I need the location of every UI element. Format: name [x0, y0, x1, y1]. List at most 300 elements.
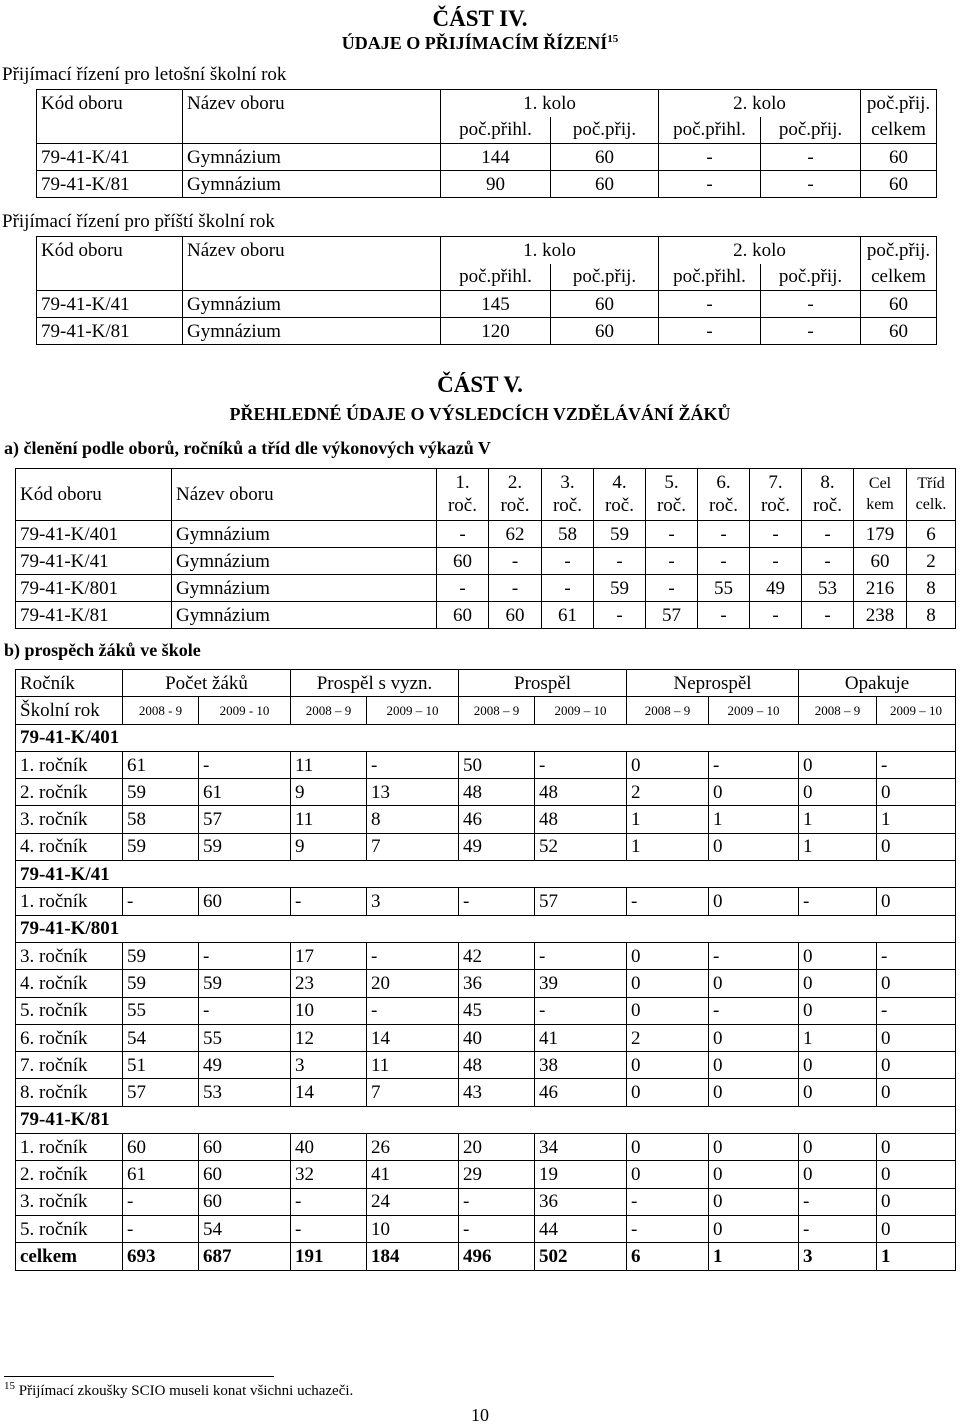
- admission-current-table: [36, 89, 937, 198]
- cell-value: -: [123, 1215, 199, 1242]
- cell-value: 8: [907, 575, 956, 602]
- cell-value: 0: [709, 888, 799, 915]
- cell-value: 0: [709, 1134, 799, 1161]
- cell-value: 59: [123, 942, 199, 969]
- cell-value: -: [291, 1188, 367, 1215]
- cell-value: -: [698, 602, 750, 629]
- col-header-group: Počet žáků: [123, 670, 291, 697]
- cell-value: 45: [459, 997, 535, 1024]
- cell-value: 2: [907, 548, 956, 575]
- cell-value: 46: [459, 806, 535, 833]
- cell-value: 0: [877, 1052, 956, 1079]
- cell-year: 2. ročník: [16, 1161, 123, 1188]
- col-header-name-cont: [183, 117, 441, 144]
- section-a-caption: a) členění podle oborů, ročníků a tříd dle výkonových výkazů V: [4, 438, 491, 458]
- cell-value: 59: [594, 575, 646, 602]
- cell-value: 59: [199, 970, 291, 997]
- cell-year: 7. ročník: [16, 1052, 123, 1079]
- cell-value: 0: [877, 888, 956, 915]
- cell-value: 9: [291, 833, 367, 860]
- cell-value: -: [877, 751, 956, 778]
- cell-value: 90: [441, 171, 551, 198]
- table-row: [16, 942, 956, 969]
- cell-value: -: [802, 602, 854, 629]
- cell-value: 14: [291, 1079, 367, 1106]
- cell-value: 7: [367, 833, 459, 860]
- table-row: [16, 1161, 956, 1188]
- cell-value: 2: [627, 779, 709, 806]
- cell-value: 55: [199, 1024, 291, 1051]
- table-row: [16, 888, 956, 915]
- cell-value: 48: [459, 779, 535, 806]
- cell-value: 0: [877, 1024, 956, 1051]
- cell-code: 79-41-K/401: [16, 521, 172, 548]
- cell-value: 48: [459, 1052, 535, 1079]
- table-row: [16, 779, 956, 806]
- cell-value: -: [761, 144, 861, 171]
- cell-year: 8. ročník: [16, 1079, 123, 1106]
- cell-value: 0: [877, 970, 956, 997]
- cell-value: 0: [709, 1188, 799, 1215]
- cell-value: 49: [459, 833, 535, 860]
- cell-value: 8: [367, 806, 459, 833]
- cell-value: 40: [459, 1024, 535, 1051]
- school-year-cell: 2009 – 10: [535, 697, 627, 724]
- col-header-year: [646, 469, 698, 521]
- cell-value: 59: [594, 521, 646, 548]
- year-unit: roč.: [656, 494, 686, 516]
- cell-value: 0: [709, 779, 799, 806]
- total-value: 687: [199, 1243, 291, 1270]
- cell-value: 144: [441, 144, 551, 171]
- cell-value: 23: [291, 970, 367, 997]
- table-row: [16, 970, 956, 997]
- cell-value: 60: [551, 171, 659, 198]
- cell-value: 54: [199, 1215, 291, 1242]
- cell-value: 26: [367, 1134, 459, 1161]
- year-unit: roč.: [447, 494, 477, 516]
- school-year-cell: 2008 – 9: [459, 697, 535, 724]
- cell-value: 36: [459, 970, 535, 997]
- year-unit: roč.: [708, 494, 738, 516]
- table-row: [16, 1079, 956, 1106]
- admission-next-caption: Přijímací řízení pro příští školní rok: [2, 211, 275, 232]
- cell-value: -: [877, 942, 956, 969]
- cell-year: 3. ročník: [16, 1188, 123, 1215]
- cell-value: 34: [535, 1134, 627, 1161]
- cell-value: -: [761, 318, 861, 345]
- cell-value: -: [709, 751, 799, 778]
- cell-value: 60: [861, 144, 937, 171]
- table-row: [16, 548, 956, 575]
- school-year-cell: 2009 – 10: [709, 697, 799, 724]
- table-row: [37, 318, 937, 345]
- section-code: 79-41-K/41: [16, 861, 956, 888]
- cell-value: 0: [877, 1134, 956, 1161]
- cell-value: 44: [535, 1215, 627, 1242]
- col-header-group: Prospěl s vyzn.: [291, 670, 459, 697]
- cell-value: -: [761, 171, 861, 198]
- cell-value: -: [659, 171, 761, 198]
- cell-value: 11: [367, 1052, 459, 1079]
- col-header-year: [437, 469, 489, 521]
- cell-value: 60: [199, 1134, 291, 1161]
- total-value: 1: [877, 1243, 956, 1270]
- cell-year: 4. ročník: [16, 970, 123, 997]
- col-header-total: [854, 469, 907, 521]
- cell-value: 3: [291, 1052, 367, 1079]
- cell-value: 42: [459, 942, 535, 969]
- total-value: 3: [799, 1243, 877, 1270]
- cell-value: -: [709, 997, 799, 1024]
- col-header-code: Kód oboru: [16, 469, 172, 521]
- cell-value: -: [799, 1188, 877, 1215]
- cell-value: 60: [199, 1161, 291, 1188]
- table-row: [16, 751, 956, 778]
- cell-code: 79-41-K/81: [37, 171, 183, 198]
- col-subheader: poč.přij.: [551, 264, 659, 291]
- cell-value: 0: [799, 997, 877, 1024]
- cell-value: 38: [535, 1052, 627, 1079]
- cell-value: -: [489, 575, 542, 602]
- cell-value: -: [877, 997, 956, 1024]
- total-top: Cel: [868, 474, 892, 492]
- school-year-cell: 2008 – 9: [799, 697, 877, 724]
- cell-value: 7: [367, 1079, 459, 1106]
- cell-value: 0: [709, 1052, 799, 1079]
- footnote-text: Přijímací zkoušky SCIO museli konat všichni uchazeči.: [18, 1383, 354, 1399]
- cell-year: 1. ročník: [16, 888, 123, 915]
- year-unit: roč.: [552, 494, 582, 516]
- school-year-label: Školní rok: [16, 697, 123, 724]
- col-header-year: [542, 469, 594, 521]
- cell-value: 52: [535, 833, 627, 860]
- cell-value: 0: [877, 1215, 956, 1242]
- cell-name: Gymnázium: [183, 144, 441, 171]
- cell-value: 29: [459, 1161, 535, 1188]
- col-subheader: poč.přihl.: [441, 117, 551, 144]
- total-label: celkem: [16, 1243, 123, 1270]
- cell-value: 24: [367, 1188, 459, 1215]
- cell-value: -: [459, 1215, 535, 1242]
- cell-value: 0: [627, 970, 709, 997]
- cell-value: 60: [437, 602, 489, 629]
- school-year-cell: 2008 - 9: [123, 697, 199, 724]
- year-number: 3.: [560, 471, 575, 493]
- col-subheader: celkem: [861, 117, 937, 144]
- part4-title: ČÁST IV.: [432, 6, 528, 31]
- cell-value: 1: [877, 806, 956, 833]
- cell-value: 60: [551, 318, 659, 345]
- cell-year: 1. ročník: [16, 751, 123, 778]
- cell-value: -: [750, 521, 802, 548]
- part5-title: ČÁST V.: [437, 372, 523, 397]
- cell-value: 11: [291, 751, 367, 778]
- cell-value: 58: [123, 806, 199, 833]
- cell-year: 3. ročník: [16, 942, 123, 969]
- cell-value: 0: [627, 1052, 709, 1079]
- cell-value: -: [535, 751, 627, 778]
- table-row: [16, 1188, 956, 1215]
- total-value: 1: [709, 1243, 799, 1270]
- cell-value: 179: [854, 521, 907, 548]
- cell-value: 60: [551, 291, 659, 318]
- cell-value: -: [594, 548, 646, 575]
- cell-value: -: [750, 548, 802, 575]
- cell-value: 9: [291, 779, 367, 806]
- cell-value: -: [542, 548, 594, 575]
- cell-value: 1: [799, 833, 877, 860]
- cell-value: 10: [367, 1215, 459, 1242]
- cell-value: 238: [854, 602, 907, 629]
- cell-name: Gymnázium: [172, 521, 437, 548]
- total-value: 191: [291, 1243, 367, 1270]
- part4-subtitle: [0, 33, 960, 54]
- section-b-caption: b) prospěch žáků ve škole: [4, 640, 201, 660]
- cell-value: 48: [535, 806, 627, 833]
- cell-value: 60: [199, 1188, 291, 1215]
- col-header-year: [698, 469, 750, 521]
- cell-value: -: [646, 521, 698, 548]
- col-subheader: poč.přij.: [551, 117, 659, 144]
- section-code: 79-41-K/81: [16, 1106, 956, 1133]
- cell-value: 60: [854, 548, 907, 575]
- cell-value: 11: [291, 806, 367, 833]
- col-header-year: [594, 469, 646, 521]
- year-number: 5.: [664, 471, 679, 493]
- section-row: [16, 724, 956, 751]
- table-row: [37, 171, 937, 198]
- col-subheader: poč.přihl.: [659, 264, 761, 291]
- cell-year: 3. ročník: [16, 806, 123, 833]
- page-number: 10: [471, 1405, 489, 1425]
- cell-value: 0: [799, 942, 877, 969]
- cell-value: -: [123, 888, 199, 915]
- year-unit: roč.: [812, 494, 842, 516]
- table-row: [16, 997, 956, 1024]
- col-header-group: Opakuje: [799, 670, 956, 697]
- cell-value: 0: [877, 1161, 956, 1188]
- cell-value: 62: [489, 521, 542, 548]
- year-number: 8.: [820, 471, 835, 493]
- cell-value: -: [698, 521, 750, 548]
- section-code: 79-41-K/401: [16, 724, 956, 751]
- cell-value: 59: [199, 833, 291, 860]
- school-year-cell: 2008 – 9: [291, 697, 367, 724]
- cell-value: 36: [535, 1188, 627, 1215]
- cell-value: 0: [627, 997, 709, 1024]
- cell-value: 53: [199, 1079, 291, 1106]
- cell-value: 13: [367, 779, 459, 806]
- admission-next-table: [36, 236, 937, 345]
- cell-value: 41: [367, 1161, 459, 1188]
- footnote-rule: [4, 1376, 274, 1377]
- cell-value: 61: [542, 602, 594, 629]
- cell-value: 57: [199, 806, 291, 833]
- col-header-code: Kód oboru: [37, 237, 183, 264]
- total-row: [16, 1243, 956, 1270]
- cell-value: 43: [459, 1079, 535, 1106]
- cell-value: 8: [907, 602, 956, 629]
- header-row: [37, 90, 937, 117]
- cell-code: 79-41-K/801: [16, 575, 172, 602]
- col-header-year: [489, 469, 542, 521]
- cell-value: -: [367, 997, 459, 1024]
- cell-value: 2: [627, 1024, 709, 1051]
- cell-value: 120: [441, 318, 551, 345]
- cell-value: 0: [799, 970, 877, 997]
- col-header-year: Ročník: [16, 670, 123, 697]
- cell-value: -: [646, 548, 698, 575]
- cell-value: 10: [291, 997, 367, 1024]
- cell-value: 0: [877, 779, 956, 806]
- col-subheader: poč.přihl.: [659, 117, 761, 144]
- footnote-ref: 15: [607, 33, 619, 45]
- table-row: [16, 1024, 956, 1051]
- cell-year: 5. ročník: [16, 1215, 123, 1242]
- total-bottom: kem: [866, 495, 894, 513]
- cell-value: -: [459, 888, 535, 915]
- cell-code: 79-41-K/41: [37, 291, 183, 318]
- cell-value: 60: [861, 171, 937, 198]
- year-unit: roč.: [500, 494, 530, 516]
- cell-value: 61: [123, 1161, 199, 1188]
- cell-value: 20: [459, 1134, 535, 1161]
- classes-bottom: celk.: [915, 495, 947, 513]
- total-value: 184: [367, 1243, 459, 1270]
- school-year-cell: 2009 – 10: [877, 697, 956, 724]
- col-header-year: [802, 469, 854, 521]
- cell-value: 20: [367, 970, 459, 997]
- cell-value: 59: [123, 970, 199, 997]
- cell-value: 0: [709, 1161, 799, 1188]
- cell-value: 49: [750, 575, 802, 602]
- cell-year: 1. ročník: [16, 1134, 123, 1161]
- cell-value: -: [535, 997, 627, 1024]
- col-header-round1: 1. kolo: [441, 90, 659, 117]
- table-row: [37, 144, 937, 171]
- cell-value: 216: [854, 575, 907, 602]
- table-row: [16, 1215, 956, 1242]
- cell-year: 6. ročník: [16, 1024, 123, 1051]
- cell-name: Gymnázium: [172, 548, 437, 575]
- col-header-code-cont: [37, 117, 183, 144]
- cell-value: 145: [441, 291, 551, 318]
- cell-value: -: [659, 144, 761, 171]
- cell-value: -: [542, 575, 594, 602]
- cell-value: 0: [709, 1024, 799, 1051]
- cell-value: 0: [627, 1079, 709, 1106]
- cell-value: 17: [291, 942, 367, 969]
- cell-value: 49: [199, 1052, 291, 1079]
- cell-value: -: [799, 1215, 877, 1242]
- section-row: [16, 861, 956, 888]
- cell-name: Gymnázium: [183, 171, 441, 198]
- col-header-round1: 1. kolo: [441, 237, 659, 264]
- cell-value: -: [489, 548, 542, 575]
- cell-value: -: [594, 602, 646, 629]
- year-number: 4.: [612, 471, 627, 493]
- cell-value: 0: [709, 1079, 799, 1106]
- cell-value: 19: [535, 1161, 627, 1188]
- cell-value: 54: [123, 1024, 199, 1051]
- col-subheader: poč.přij.: [761, 264, 861, 291]
- col-header-code: Kód oboru: [37, 90, 183, 117]
- cell-value: 0: [709, 970, 799, 997]
- table-row: [16, 602, 956, 629]
- admission-current-caption: Přijímací řízení pro letošní školní rok: [2, 64, 287, 85]
- col-header-group: Prospěl: [459, 670, 627, 697]
- cell-year: 2. ročník: [16, 779, 123, 806]
- col-header-classes: [907, 469, 956, 521]
- cell-value: -: [437, 521, 489, 548]
- cell-value: 0: [799, 1134, 877, 1161]
- cell-value: -: [199, 751, 291, 778]
- cell-value: -: [761, 291, 861, 318]
- cell-value: 0: [799, 1079, 877, 1106]
- year-unit: roč.: [760, 494, 790, 516]
- cell-year: 5. ročník: [16, 997, 123, 1024]
- table-row: [37, 291, 937, 318]
- cell-value: -: [659, 318, 761, 345]
- cell-value: 40: [291, 1134, 367, 1161]
- cell-value: 59: [123, 833, 199, 860]
- total-value: 502: [535, 1243, 627, 1270]
- cell-value: -: [627, 888, 709, 915]
- section-row: [16, 915, 956, 942]
- cell-value: 60: [123, 1134, 199, 1161]
- col-header-total: poč.přij.: [861, 237, 937, 264]
- cell-value: -: [627, 1215, 709, 1242]
- part4-subtitle-text: ÚDAJE O PŘIJÍMACÍM ŘÍZENÍ: [341, 33, 608, 53]
- cell-value: 0: [709, 1215, 799, 1242]
- cell-value: 60: [861, 291, 937, 318]
- cell-code: 79-41-K/41: [16, 548, 172, 575]
- year-number: 7.: [768, 471, 783, 493]
- cell-value: 32: [291, 1161, 367, 1188]
- col-header-total: poč.přij.: [861, 90, 937, 117]
- cell-name: Gymnázium: [172, 602, 437, 629]
- cell-value: 55: [123, 997, 199, 1024]
- cell-value: 57: [123, 1079, 199, 1106]
- cell-value: -: [802, 521, 854, 548]
- cell-value: 41: [535, 1024, 627, 1051]
- cell-value: -: [199, 942, 291, 969]
- cell-value: 61: [123, 751, 199, 778]
- table-row: [16, 521, 956, 548]
- cell-value: 0: [877, 1188, 956, 1215]
- school-year-cell: 2008 – 9: [627, 697, 709, 724]
- cell-value: 0: [799, 779, 877, 806]
- cell-value: 1: [799, 806, 877, 833]
- cell-value: -: [750, 602, 802, 629]
- cell-name: Gymnázium: [183, 318, 441, 345]
- cell-value: -: [802, 548, 854, 575]
- cell-value: 61: [199, 779, 291, 806]
- cell-value: -: [709, 942, 799, 969]
- cell-value: -: [799, 888, 877, 915]
- school-year-cell: 2009 – 10: [367, 697, 459, 724]
- total-value: 496: [459, 1243, 535, 1270]
- cell-value: 50: [459, 751, 535, 778]
- section-b-table: [15, 669, 956, 1271]
- header-row: [16, 670, 956, 697]
- subheader-row: [37, 264, 937, 291]
- cell-value: 1: [627, 806, 709, 833]
- header-row: [37, 237, 937, 264]
- cell-value: 60: [551, 144, 659, 171]
- table-row: [16, 575, 956, 602]
